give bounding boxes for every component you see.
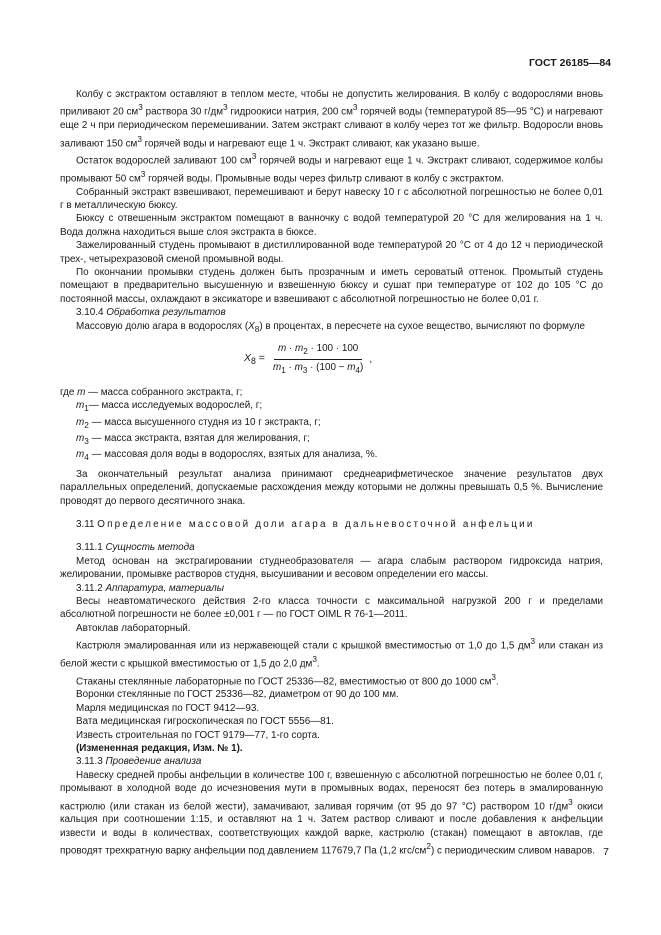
paragraph: Массовую долю агара в водорослях $(X_8)$ в процентах, в пересчете на сухое вещество, вычисляют по формуле	[76, 320, 585, 334]
section-heading-3-11-2: 3.11.2 Аппаратура, материалы	[76, 582, 224, 594]
paragraph: Кастрюля эмалированная или из нержавеющей стали с крышкой вместимостью от 1,0 до 1,5 $дм^3$ или стакан из белой жести с крышкой вместимостью от 1,5 до 2,0 $дм^3$.	[60, 637, 603, 670]
where-clause: $m_3$ — масса экстракта, взятая для желирования, г;	[76, 432, 310, 446]
paragraph: Собранный экстракт взвешивают, перемешивают и берут навеску 10 г с абсолютной погрешностью не более 0,01 г в металлическую бюксу.	[60, 186, 603, 212]
formula: $X_8$ = $\frac{m \cdot m_2 \cdot 100 \cdot 100}{m_1 \cdot m_3 \cdot (100 - m_4)}$ ,	[244, 343, 373, 376]
paragraph: Воронки стеклянные по ГОСТ 25336—82, диаметром от 90 до 100 мм.	[76, 689, 399, 701]
paragraph: Бюксу с отвешенным экстрактом помещают в ванночку с водой температурой 20 °С для желирования на 1 ч. Вода должна находиться выше слоя экстракта в бюксе.	[60, 213, 603, 238]
paragraph: Колбу с экстрактом оставляют в теплом месте, чтобы не допустить желирования. В колбу с водорослями вновь приливают 20 $см^3$ раствора 30 $г/дм^3$ гидроокиси натрия, 200 $см^3$ горячей воды (температурой 85—95 °С) и нагревают еще 2 ч при периодическом перемешивании. Затем экстракт сливают в колбу через тот же фильтр. Водоросли вновь заливают 150 $см^3$ горячей воды и нагревают еще 1 ч. Экстракт сливают, как указано выше.	[60, 89, 603, 149]
paragraph: За окончательный результат анализа принимают среднеарифметическое значение результатов двух параллельных определений, допускаемые расхождения между которыми не должны превышать 0,5 %. Вычисление проводят до первого десятичного знака.	[60, 468, 603, 507]
paragraph: Вата медицинская гигроскопическая по ГОСТ 5556—81.	[76, 716, 334, 728]
document-header: ГОСТ 26185—84	[528, 57, 611, 69]
where-clause: $m_1—$ масса исследуемых водорослей, г;	[76, 400, 263, 414]
paragraph: Навеску средней пробы анфельции в количестве 100 г, взвешенную с абсолютной погрешностью не более 0,01 г, промывают в холодной воде до исчезновения мути в промывных водах, переносят без потерь в эмалированную кастрюлю (или стакан из белой жести), замачивают, заливая горячим (от 95 до 97 °С) раствором 10 $г/дм^3$ окиси кальция при соотношении 1:15, и оставляют на 1 ч. Затем раствор сливают и после добавления к анфельции извести и воды в количествах, соответствующих каждой варке, кастрюлю (стакан) помещают в автоклав, где проводят трехкратную варку анфельции под давлением 117679,7 Па (1,2 кгс/$см^2$) с периодическим сливом наваров.	[60, 769, 603, 857]
page-number: 7	[603, 846, 609, 858]
paragraph: Известь строительная по ГОСТ 9179—77, 1-го сорта.	[76, 729, 320, 741]
where-clause: где m — масса собранного экстракта, г;	[60, 386, 243, 398]
paragraph: Зажелированный студень промывают в дистиллированной воде температурой 20 °С от 4 до 12 ч периодической трех-, четырехразовой сменой промывной воды.	[60, 240, 603, 265]
section-heading-3-11-3: 3.11.3 Проведение анализа	[76, 756, 202, 768]
paragraph: Марля медицинская по ГОСТ 9412—93.	[76, 702, 260, 714]
section-heading-3-11-1: 3.11.1 Сущность метода	[76, 542, 195, 554]
paragraph: Метод основан на экстрагировании студнеобразователя — агара слабым раствором гидроксида натрия, желировании, промывке растворов студня, высушивании и весовом определении его массы.	[60, 555, 603, 581]
paragraph: По окончании промывки студень должен быть прозрачным и иметь сероватый оттенок. Промытый студень помещают в предварительно высушенную и взвешенную бюксу и сушат при температуре от 102 до 105 °С до постоянной массы, охлаждают в эксикаторе и взвешивают с абсолютной погрешностью не более 0,01 г.	[60, 267, 603, 305]
where-clause: $m_2$ — масса высушенного студня из 10 г экстракта, г;	[76, 416, 321, 430]
section-heading-3-10-4: 3.10.4 Обработка результатов	[76, 307, 226, 319]
page-body	[60, 88, 603, 858]
amendment-note: (Измененная редакция, Изм. № 1).	[76, 742, 243, 754]
paragraph: Стаканы стеклянные лабораторные по ГОСТ 25336—82, вместимостью от 800 до 1000 $см^3$.	[76, 672, 499, 687]
paragraph: Автоклав лабораторный.	[76, 622, 191, 634]
paragraph: Весы неавтоматического действия 2-го класса точности с максимальной нагрузкой 200 г и пределами абсолютной погрешности не более ±0,001 г — по ГОСТ OIML R 76-1—2011.	[60, 595, 603, 621]
where-clause: $m_4$ — массовая доля воды в водорослях, взятых для анализа, %.	[76, 449, 378, 463]
section-heading-3-11: 3.11 Определение массовой доли агара в дальневосточной анфельции	[76, 518, 535, 530]
paragraph: Остаток водорослей заливают 100 $см^3$ горячей воды и нагревают еще 1 ч. Экстракт сливают, содержимое колбы промывают 50 $см^3$ горячей воды. Промывные воды через фильтр сливают в колбу с экстрактом.	[60, 152, 603, 185]
